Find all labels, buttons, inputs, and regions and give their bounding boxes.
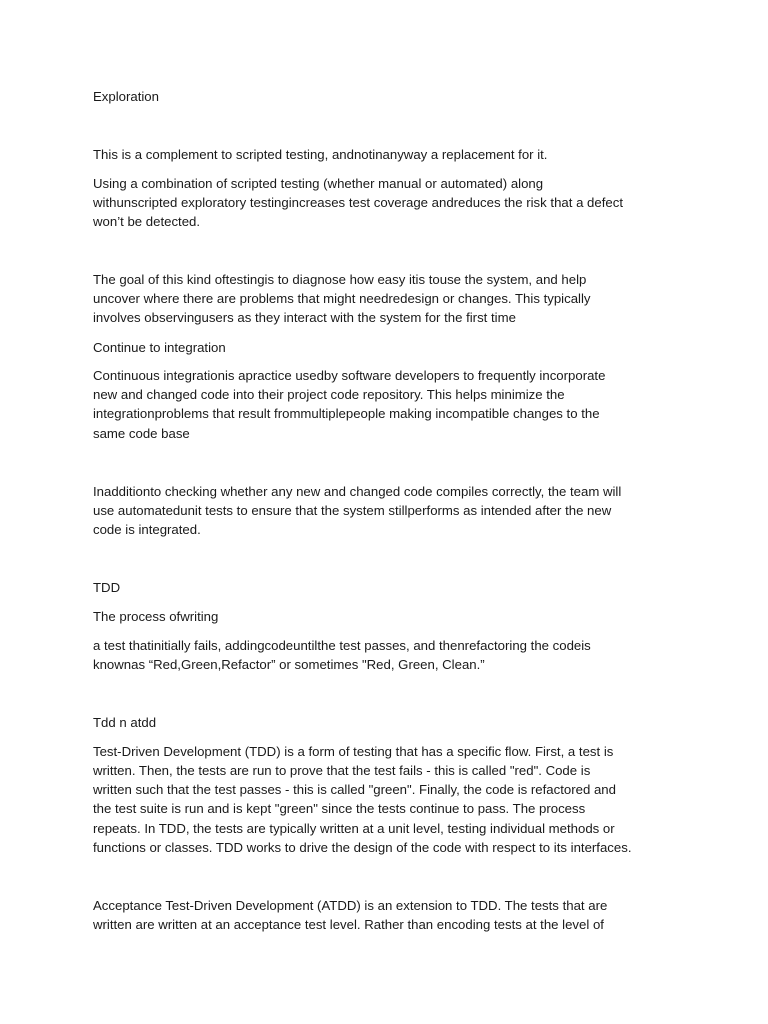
paragraph-line: repeats. In TDD, the tests are typically written at a unit level, testing individual methods or [93, 821, 615, 836]
paragraph-line: uncover where there are problems that might needredesign or changes. This typically [93, 291, 591, 306]
paragraph-line: Acceptance Test-Driven Development (ATDD) is an extension to TDD. The tests that are [93, 898, 608, 913]
paragraph-line: Using a combination of scripted testing (whether manual or automated) along [93, 176, 544, 191]
heading-tdd: TDD [93, 580, 121, 595]
paragraph-line: written are written at an acceptance test level. Rather than encoding tests at the level of [93, 917, 604, 932]
heading-exploration: Exploration [93, 89, 159, 104]
paragraph-line: Continuous integrationis apractice usedby software developers to frequently incorporate [93, 368, 606, 383]
paragraph-line: Inadditionto checking whether any new and changed code compiles correctly, the team will [93, 484, 622, 499]
paragraph-line: integrationproblems that result frommultiplepeople making incompatible changes to the [93, 406, 600, 421]
paragraph-line: written such that the test passes - this is called "green". Finally, the code is refactored and [93, 782, 616, 797]
paragraph-line: use automatedunit tests to ensure that the system stillperforms as intended after the new [93, 503, 612, 518]
paragraph-line: same code base [93, 426, 190, 441]
paragraph-line: the test suite is run and is kept "green" since the tests continue to pass. The process [93, 801, 586, 816]
paragraph-line: written. Then, the tests are run to prove that the test fails - this is called "red". Code is [93, 763, 591, 778]
paragraph-line: won’t be detected. [93, 214, 201, 229]
paragraph-line: a test thatinitially fails, addingcodeuntilthe test passes, and thenrefactoring the codeis [93, 638, 591, 653]
paragraph-line: Test-Driven Development (TDD) is a form of testing that has a specific flow. First, a test is [93, 744, 614, 759]
heading-tdd-atdd: Tdd n atdd [93, 715, 157, 730]
paragraph-line: involves observingusers as they interact with the system for the first time [93, 310, 516, 325]
heading-continue-integration: Continue to integration [93, 340, 226, 355]
paragraph-line: new and changed code into their project code repository. This helps minimize the [93, 387, 565, 402]
paragraph-line: knownas “Red,Green,Refactor” or sometimes "Red, Green, Clean.” [93, 657, 485, 672]
paragraph-line: The process ofwriting [93, 609, 219, 624]
paragraph-line: The goal of this kind oftestingis to diagnose how easy itis touse the system, and help [93, 272, 587, 287]
paragraph-line: functions or classes. TDD works to drive the design of the code with respect to its interfaces. [93, 840, 632, 855]
paragraph-line: This is a complement to scripted testing, andnotinanyway a replacement for it. [93, 147, 548, 162]
paragraph-line: withunscripted exploratory testingincreases test coverage andreduces the risk that a defect [93, 195, 623, 210]
paragraph-line: code is integrated. [93, 522, 201, 537]
